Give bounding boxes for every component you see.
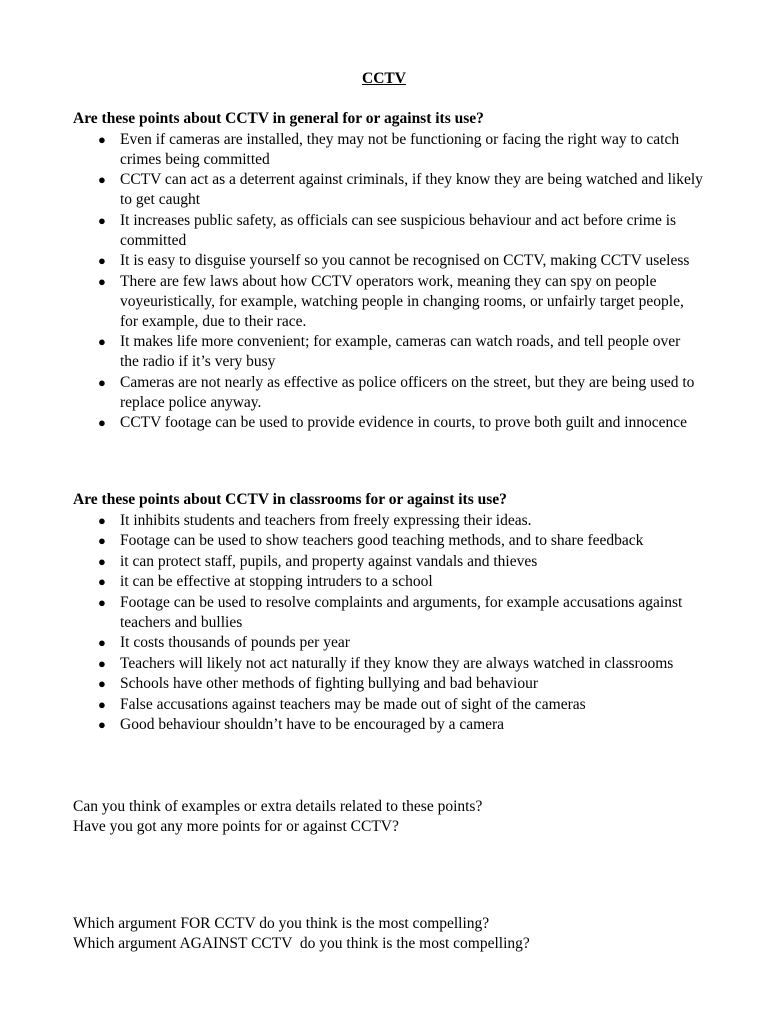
bullet-icon: ● (98, 131, 106, 147)
list-item (73, 654, 703, 674)
question-line: Which argument FOR CCTV do you think is the most compelling? (73, 915, 490, 932)
list-item (73, 251, 703, 271)
bullet-icon: ● (98, 635, 106, 650)
list-item (73, 572, 703, 592)
bullet-icon: ● (98, 533, 106, 548)
general-list (73, 130, 703, 434)
list-item-text: It makes life more convenient; for example, cameras can watch roads, and tell people over the radio if it’s very busy (120, 333, 681, 370)
list-item-text: it can be effective at stopping intruders to a school (120, 573, 433, 590)
list-item-text: There are few laws about how CCTV operators work, meaning they can spy on people voyeuristically, for example, watching people in changing rooms, or unfairly target people, for example, due to their race. (120, 272, 684, 330)
list-item (73, 170, 703, 210)
question-line: Have you got any more points for or against CCTV? (73, 818, 399, 835)
list-item (73, 531, 703, 551)
list-item-text: It is easy to disguise yourself so you cannot be recognised on CCTV, making CCTV useless (120, 252, 690, 269)
bullet-icon: ● (98, 374, 106, 390)
list-item-text: it can protect staff, pupils, and property against vandals and thieves (120, 552, 538, 570)
question-line: Can you think of examples or extra details related to these points? (73, 798, 483, 815)
general-section (73, 109, 703, 433)
list-item-text: False accusations against teachers may be made out of sight of the cameras (120, 695, 586, 713)
discussion-questions (73, 797, 713, 837)
list-item-text: Even if cameras are installed, they may not be functioning or facing the right way to catch crimes being committed (120, 130, 680, 168)
list-item-text: Footage can be used to show teachers good teaching methods, and to share feedback (120, 532, 644, 549)
list-item (73, 413, 703, 433)
list-item-text: It inhibits students and teachers from freely expressing their ideas. (120, 511, 532, 529)
list-item (73, 211, 703, 251)
general-heading: Are these points about CCTV in general for or against its use? (73, 110, 484, 127)
document-title: CCTV (362, 70, 406, 87)
classrooms-heading: Are these points about CCTV in classrooms for or against its use? (73, 491, 507, 508)
list-item (73, 272, 703, 332)
bullet-icon: ● (98, 212, 106, 228)
list-item (73, 674, 703, 694)
list-item (73, 695, 703, 715)
bullet-icon: ● (98, 512, 106, 528)
bullet-icon: ● (98, 172, 106, 187)
list-item (73, 552, 703, 572)
list-item-text: Footage can be used to resolve complaints and arguments, for example accusations against teachers and bullies (120, 593, 683, 631)
bullet-icon: ● (98, 253, 106, 268)
bullet-icon: ● (98, 594, 106, 610)
list-item (73, 511, 703, 531)
list-item (73, 332, 703, 372)
bullet-icon: ● (98, 717, 106, 732)
list-item (73, 715, 703, 735)
bullet-icon: ● (98, 696, 106, 712)
classrooms-list (73, 511, 703, 736)
compelling-questions (73, 914, 713, 954)
list-item-text: Teachers will likely not act naturally if they know they are always watched in classrooms (120, 654, 674, 672)
list-item (73, 593, 703, 633)
list-item-text: CCTV footage can be used to provide evidence in courts, to prove both guilt and innocence (120, 414, 688, 431)
list-item-text: CCTV can act as a deterrent against criminals, if they know they are being watched and likely to get caught (120, 171, 703, 208)
list-item (73, 633, 703, 653)
bullet-icon: ● (98, 415, 106, 430)
question-line: Which argument AGAINST CCTV do you think is the most compelling? (73, 935, 530, 952)
bullet-icon: ● (98, 553, 106, 569)
list-item-text: It costs thousands of pounds per year (120, 634, 350, 651)
list-item (73, 130, 703, 170)
bullet-icon: ● (98, 574, 106, 589)
classrooms-section (73, 490, 703, 735)
bullet-icon: ● (98, 334, 106, 349)
list-item (73, 373, 703, 413)
list-item-text: Schools have other methods of fighting bullying and bad behaviour (120, 675, 538, 692)
list-item-text: Good behaviour shouldn’t have to be encouraged by a camera (120, 716, 505, 733)
bullet-icon: ● (98, 273, 106, 289)
list-item-text: Cameras are not nearly as effective as police officers on the street, but they are being used to replace police anyway. (120, 373, 695, 411)
list-item-text: It increases public safety, as officials can see suspicious behaviour and act before crime is committed (120, 211, 677, 249)
bullet-icon: ● (98, 676, 106, 691)
bullet-icon: ● (98, 655, 106, 671)
